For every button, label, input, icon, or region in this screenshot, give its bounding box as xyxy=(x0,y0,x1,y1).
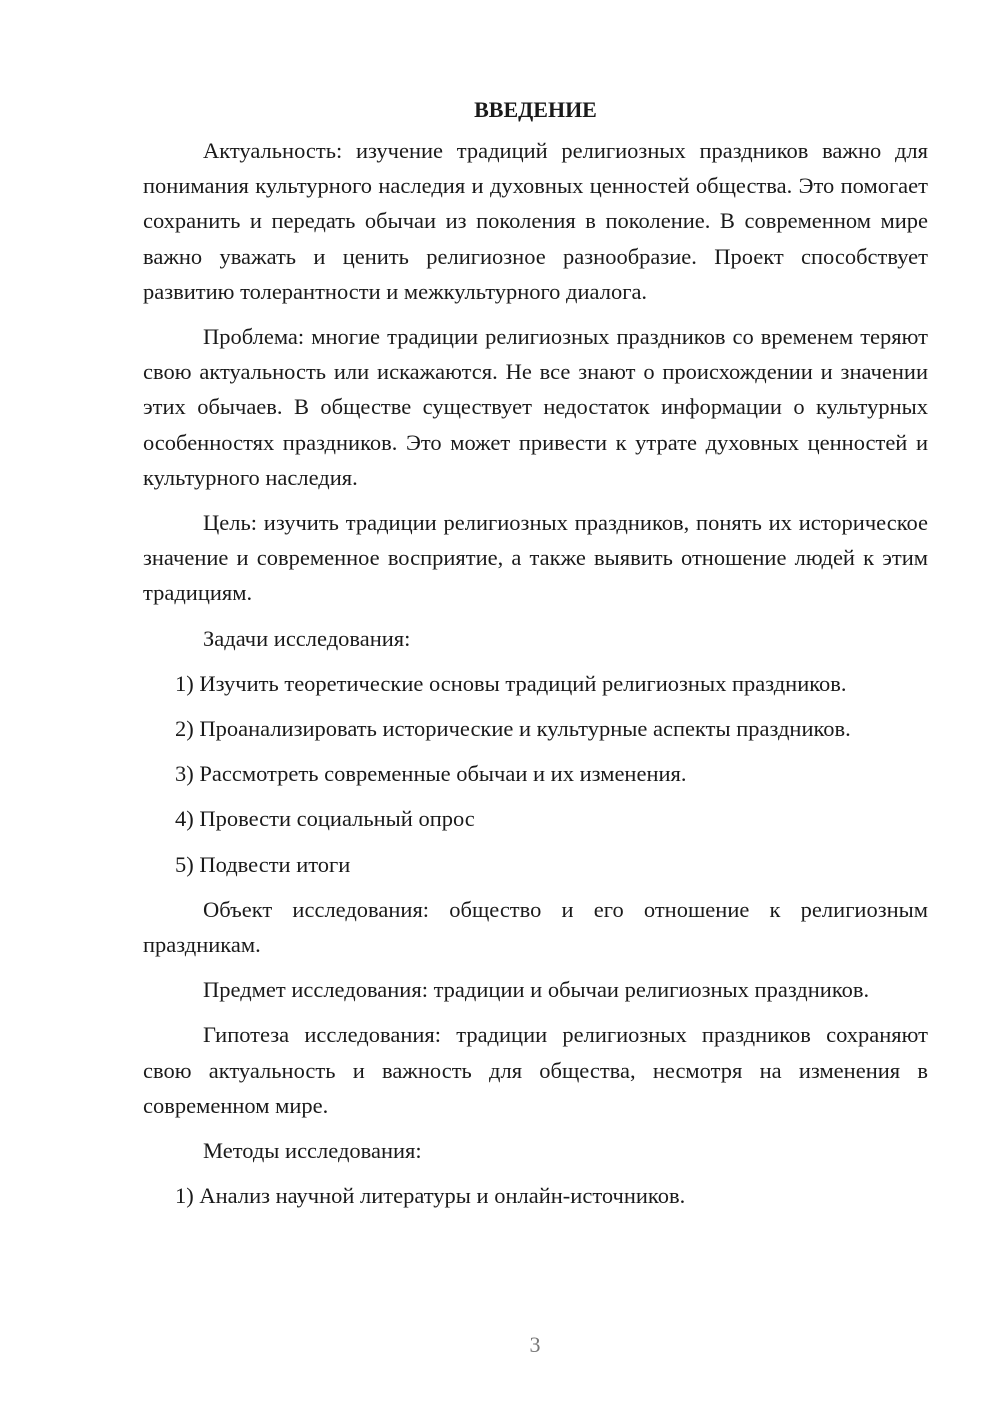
methods-list xyxy=(143,1178,928,1213)
goal-paragraph: Цель: изучить традиции религиозных праздников, понять их историческое значение и современное восприятие, а также выявить отношение людей к этим традициям. xyxy=(143,510,928,606)
section-title: ВВЕДЕНИЕ xyxy=(474,97,597,122)
tasks-list xyxy=(143,666,928,882)
list-item: 2) Проанализировать исторические и культурные аспекты праздников. xyxy=(175,716,851,742)
page-number: 3 xyxy=(529,1332,541,1357)
hypothesis-paragraph: Гипотеза исследования: традиции религиозных праздников сохраняют свою актуальность и важность для общества, несмотря на изменения в современном мире. xyxy=(143,1022,928,1118)
list-item: 3) Рассмотреть современные обычаи и их изменения. xyxy=(175,761,687,787)
methods-label: Методы исследования: xyxy=(203,1138,422,1164)
tasks-label: Задачи исследования: xyxy=(203,625,411,651)
actuality-paragraph: Актуальность: изучение традиций религиозных праздников важно для понимания культурного наследия и духовных ценностей общества. Это помогает сохранить и передать обычаи из поколения в поколение. В современном мире важно уважать и ценить религиозное разнообразие. Проект способствует развитию толерантности и межкультурного диалога. xyxy=(143,138,928,304)
list-item: 1) Изучить теоретические основы традиций религиозных праздников. xyxy=(175,670,847,696)
subject-paragraph: Предмет исследования: традиции и обычаи религиозных праздников. xyxy=(203,977,870,1003)
object-paragraph: Объект исследования: общество и его отношение к религиозным праздникам. xyxy=(143,896,928,958)
list-item: 4) Провести социальный опрос xyxy=(175,806,475,832)
problem-paragraph: Проблема: многие традиции религиозных праздников со временем теряют свою актуальность или искажаются. Не все знают о происхождении и значении этих обычаев. В обществе существует недостаток информации о культурных особенностях праздников. Это может привести к утрате духовных ценностей и культурного наследия. xyxy=(143,324,928,490)
list-item: 1) Анализ научной литературы и онлайн-источников. xyxy=(175,1183,686,1209)
list-item: 5) Подвести итоги xyxy=(175,851,351,877)
document-page xyxy=(143,92,928,1223)
